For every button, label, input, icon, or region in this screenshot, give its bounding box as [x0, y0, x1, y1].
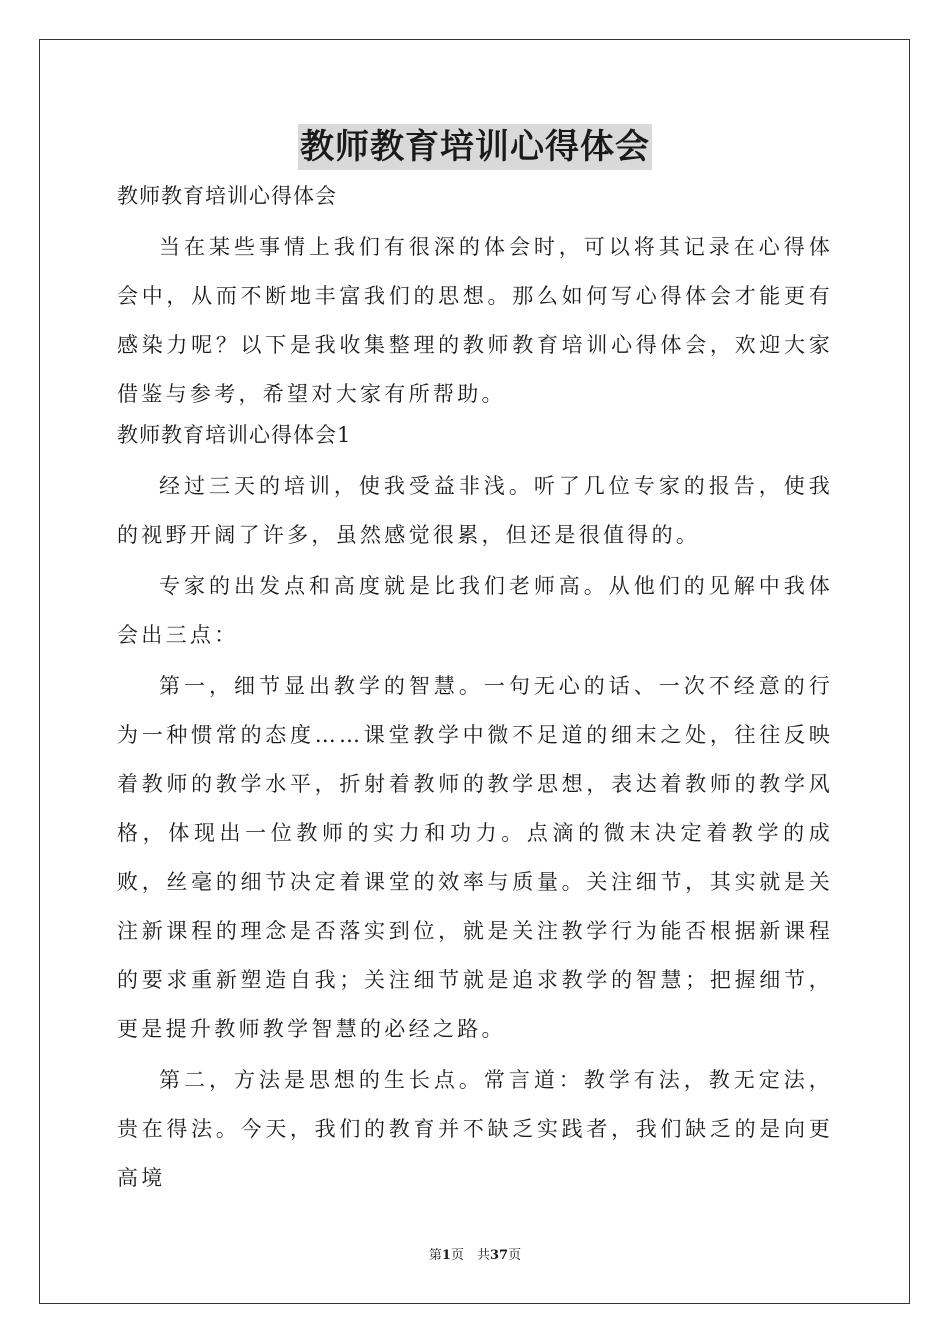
footer-total-pages: 37	[489, 1248, 509, 1263]
title-container	[117, 124, 833, 171]
footer-suffix: 页	[508, 1248, 522, 1263]
paragraph-4: 第二，方法是思想的生长点。常言道：教学有法，教无定法，贵在得法。今天，我们的教育并不缺乏实践者，我们缺乏的是向更高境	[117, 1068, 833, 1190]
intro-paragraph: 当在某些事情上我们有很深的体会时，可以将其记录在心得体会中，从而不断地丰富我们的思想。那么如何写心得体会才能更有感染力呢？以下是我收集整理的教师教育培训心得体会，欢迎大家借鉴与参考，希望对大家有所帮助。	[117, 235, 833, 406]
footer-page-number: 1	[441, 1248, 451, 1263]
page-footer	[0, 1248, 950, 1264]
document-body	[117, 124, 833, 1203]
section-heading-1: 教师教育培训心得体会1	[117, 423, 352, 447]
paragraph-1: 经过三天的培训，使我受益非浅。听了几位专家的报告，使我的视野开阔了许多，虽然感觉很累，但还是很值得的。	[117, 474, 833, 547]
document-title: 教师教育培训心得体会	[298, 124, 652, 170]
footer-mid: 页 共	[450, 1248, 490, 1263]
paragraph-2: 专家的出发点和高度就是比我们老师高。从他们的见解中我体会出三点：	[117, 574, 833, 647]
document-subtitle: 教师教育培训心得体会	[117, 184, 337, 208]
footer-prefix: 第	[428, 1248, 442, 1263]
paragraph-3: 第一，细节显出教学的智慧。一句无心的话、一次不经意的行为一种惯常的态度……课堂教学中微不足道的细末之处，往往反映着教师的教学水平，折射着教师的教学思想，表达着教师的教学风格，体现出一位教师的实力和功力。点滴的微末决定着教学的成败，丝毫的细节决定着课堂的效率与质量。关注细节，其实就是关注新课程的理念是否落实到位，就是关注教学行为能否根据新课程的要求重新塑造自我；关注细节就是追求教学的智慧；把握细节，更是提升教师教学智慧的必经之路。	[117, 674, 833, 1041]
